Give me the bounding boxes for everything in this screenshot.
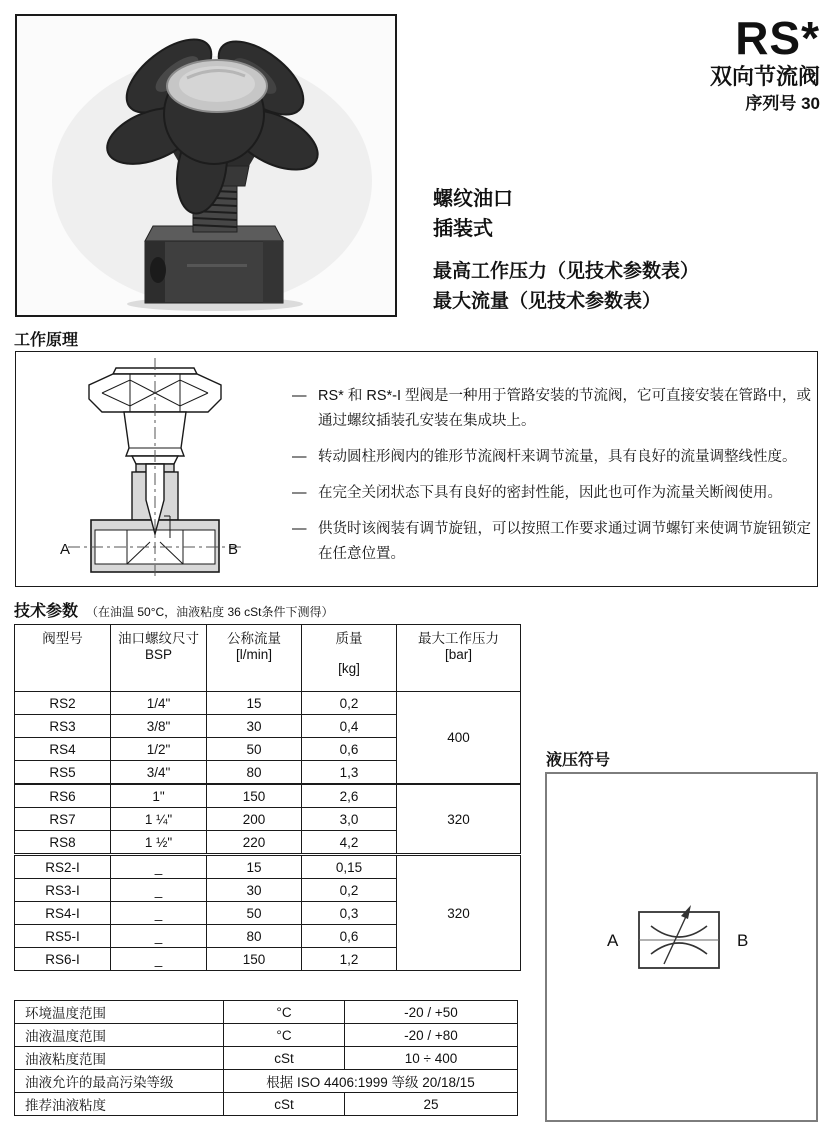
table-row [15, 1093, 518, 1116]
bullet-dash: — [292, 388, 307, 404]
intro-block [433, 184, 699, 317]
bullet-text: RS* 和 RS*-I 型阀是一种用于管路安装的节流阀，它可直接安装在管路中，或通过螺纹插装孔安装在集成块上。 [318, 388, 812, 429]
cell-pressure-merged: 320 [397, 784, 521, 854]
list-item [292, 481, 812, 506]
cell-mass: 0,3 [302, 902, 397, 925]
col-header-pressure: 最大工作压力 [bar] [397, 625, 521, 692]
cell-value: -20 / +80 [345, 1024, 518, 1047]
drawing-port-a-label: A [60, 541, 71, 558]
cell-mass: 1,2 [302, 948, 397, 971]
hydraulic-symbol-box [545, 772, 818, 1122]
valve-photo [17, 16, 391, 311]
cell-model: RS4-I [15, 902, 111, 925]
intro-max-pressure: 最高工作压力（见技术参数表） [433, 261, 700, 282]
table-row [15, 1001, 518, 1024]
cell-mass: 3,0 [302, 808, 397, 831]
cell-merged-value: 根据 ISO 4406:1999 等级 20/18/15 [224, 1070, 518, 1093]
intro-mount-type: 插装式 [433, 218, 493, 240]
tech-table-rs [14, 624, 521, 854]
cell-model: RS7 [15, 808, 111, 831]
intro-port-type: 螺纹油口 [433, 188, 513, 210]
cell-model: RS4 [15, 738, 111, 761]
series-number: 序列号 30 [745, 94, 820, 113]
cell-model: RS8 [15, 831, 111, 854]
cell-mass: 4,2 [302, 831, 397, 854]
table-row [15, 856, 521, 879]
cell-model: RS2 [15, 692, 111, 715]
cell-label: 油液粘度范围 [15, 1047, 224, 1070]
cell-bsp: 3/4" [111, 761, 207, 785]
throttle-valve-symbol [579, 892, 779, 972]
cell-model: RS3 [15, 715, 111, 738]
cell-flow: 150 [207, 784, 302, 808]
cell-mass: 0,6 [302, 738, 397, 761]
page-title: RS* [735, 12, 820, 64]
cell-flow: 200 [207, 808, 302, 831]
col-header-mass: 质量 [kg] [302, 625, 397, 692]
cell-mass: 0,2 [302, 879, 397, 902]
cell-flow: 150 [207, 948, 302, 971]
cell-model: RS5 [15, 761, 111, 785]
bullet-text: 在完全关闭状态下具有良好的密封性能，因此也可作为流量关断阀使用。 [318, 485, 782, 501]
bullet-text: 转动圆柱形阀内的锥形节流阀杆来调节流量，具有良好的流量调整线性度。 [318, 449, 797, 465]
cell-flow: 50 [207, 902, 302, 925]
cell-bsp: 3/8" [111, 715, 207, 738]
conditions-table [14, 1000, 518, 1116]
col-header-bsp: 油口螺纹尺寸 BSP [111, 625, 207, 692]
cell-value: 10 ÷ 400 [345, 1047, 518, 1070]
cell-unit: °C [224, 1001, 345, 1024]
cell-mass: 0,2 [302, 692, 397, 715]
tech-table-rs-i [14, 855, 521, 971]
hydraulic-symbol-heading: 液压符号 [546, 752, 611, 769]
table-row [15, 784, 521, 808]
cell-unit: cSt [224, 1093, 345, 1116]
tech-params-heading [14, 598, 334, 621]
cell-model: RS5-I [15, 925, 111, 948]
bullet-text: 供货时该阀装有调节旋钮，可以按照工作要求通过调节螺钉来使调节旋钮锁定在任意位置。 [318, 521, 811, 562]
cell-model: RS6 [15, 784, 111, 808]
cell-flow: 15 [207, 692, 302, 715]
symbol-port-b-label: B [737, 931, 749, 950]
cell-mass: 1,3 [302, 761, 397, 785]
list-item [292, 517, 812, 567]
product-photo-frame [15, 14, 397, 317]
cell-bsp: 1 ½" [111, 831, 207, 854]
table-row [15, 692, 521, 715]
cell-label: 推荐油液粘度 [15, 1093, 224, 1116]
working-principle-bullets [292, 384, 812, 578]
cell-unit: °C [224, 1024, 345, 1047]
cell-flow: 220 [207, 831, 302, 854]
cell-label: 油液允许的最高污染等级 [15, 1070, 224, 1093]
table-row [15, 1047, 518, 1070]
cell-flow: 30 [207, 879, 302, 902]
cell-bsp: _ [111, 925, 207, 948]
cell-flow: 50 [207, 738, 302, 761]
symbol-port-a-label: A [607, 931, 619, 950]
cell-flow: 80 [207, 761, 302, 785]
valve-cross-section-drawing [58, 358, 293, 576]
cell-value: 25 [345, 1093, 518, 1116]
working-principle-heading: 工作原理 [14, 332, 79, 349]
cell-label: 油液温度范围 [15, 1024, 224, 1047]
cell-bsp: _ [111, 902, 207, 925]
intro-max-flow: 最大流量（见技术参数表） [433, 291, 662, 312]
cell-label: 环境温度范围 [15, 1001, 224, 1024]
bullet-dash: — [292, 485, 307, 501]
cell-bsp: 1" [111, 784, 207, 808]
drawing-port-b-label: B [228, 541, 239, 558]
cell-mass: 0,4 [302, 715, 397, 738]
cell-bsp: 1/2" [111, 738, 207, 761]
cell-model: RS2-I [15, 856, 111, 879]
cell-mass: 0,15 [302, 856, 397, 879]
cell-bsp: 1/4" [111, 692, 207, 715]
title-block [709, 12, 820, 113]
cell-flow: 15 [207, 856, 302, 879]
table-row [15, 1024, 518, 1047]
cell-model: RS3-I [15, 879, 111, 902]
table-header-row [15, 625, 521, 692]
list-item [292, 384, 812, 434]
cell-flow: 80 [207, 925, 302, 948]
col-header-flow: 公称流量 [l/min] [207, 625, 302, 692]
list-item [292, 445, 812, 470]
cell-pressure-merged: 400 [397, 692, 521, 785]
page-subtitle: 双向节流阀 [709, 64, 820, 89]
cell-value: -20 / +50 [345, 1001, 518, 1024]
tech-params-title: 技术参数 [14, 603, 79, 620]
table-row [15, 1070, 518, 1093]
col-header-model: 阀型号 [15, 625, 111, 692]
cell-pressure-merged: 320 [397, 856, 521, 971]
cell-mass: 0,6 [302, 925, 397, 948]
bullet-dash: — [292, 449, 307, 465]
cell-bsp: _ [111, 948, 207, 971]
cell-bsp: _ [111, 856, 207, 879]
cell-bsp: _ [111, 879, 207, 902]
cell-bsp: 1 ¼" [111, 808, 207, 831]
cell-unit: cSt [224, 1047, 345, 1070]
working-principle-box [15, 351, 818, 587]
cell-mass: 2,6 [302, 784, 397, 808]
cell-model: RS6-I [15, 948, 111, 971]
cell-flow: 30 [207, 715, 302, 738]
tech-params-note: （在油温 50°C，油液粘度 36 cSt条件下测得） [86, 605, 334, 619]
bullet-dash: — [292, 521, 307, 537]
